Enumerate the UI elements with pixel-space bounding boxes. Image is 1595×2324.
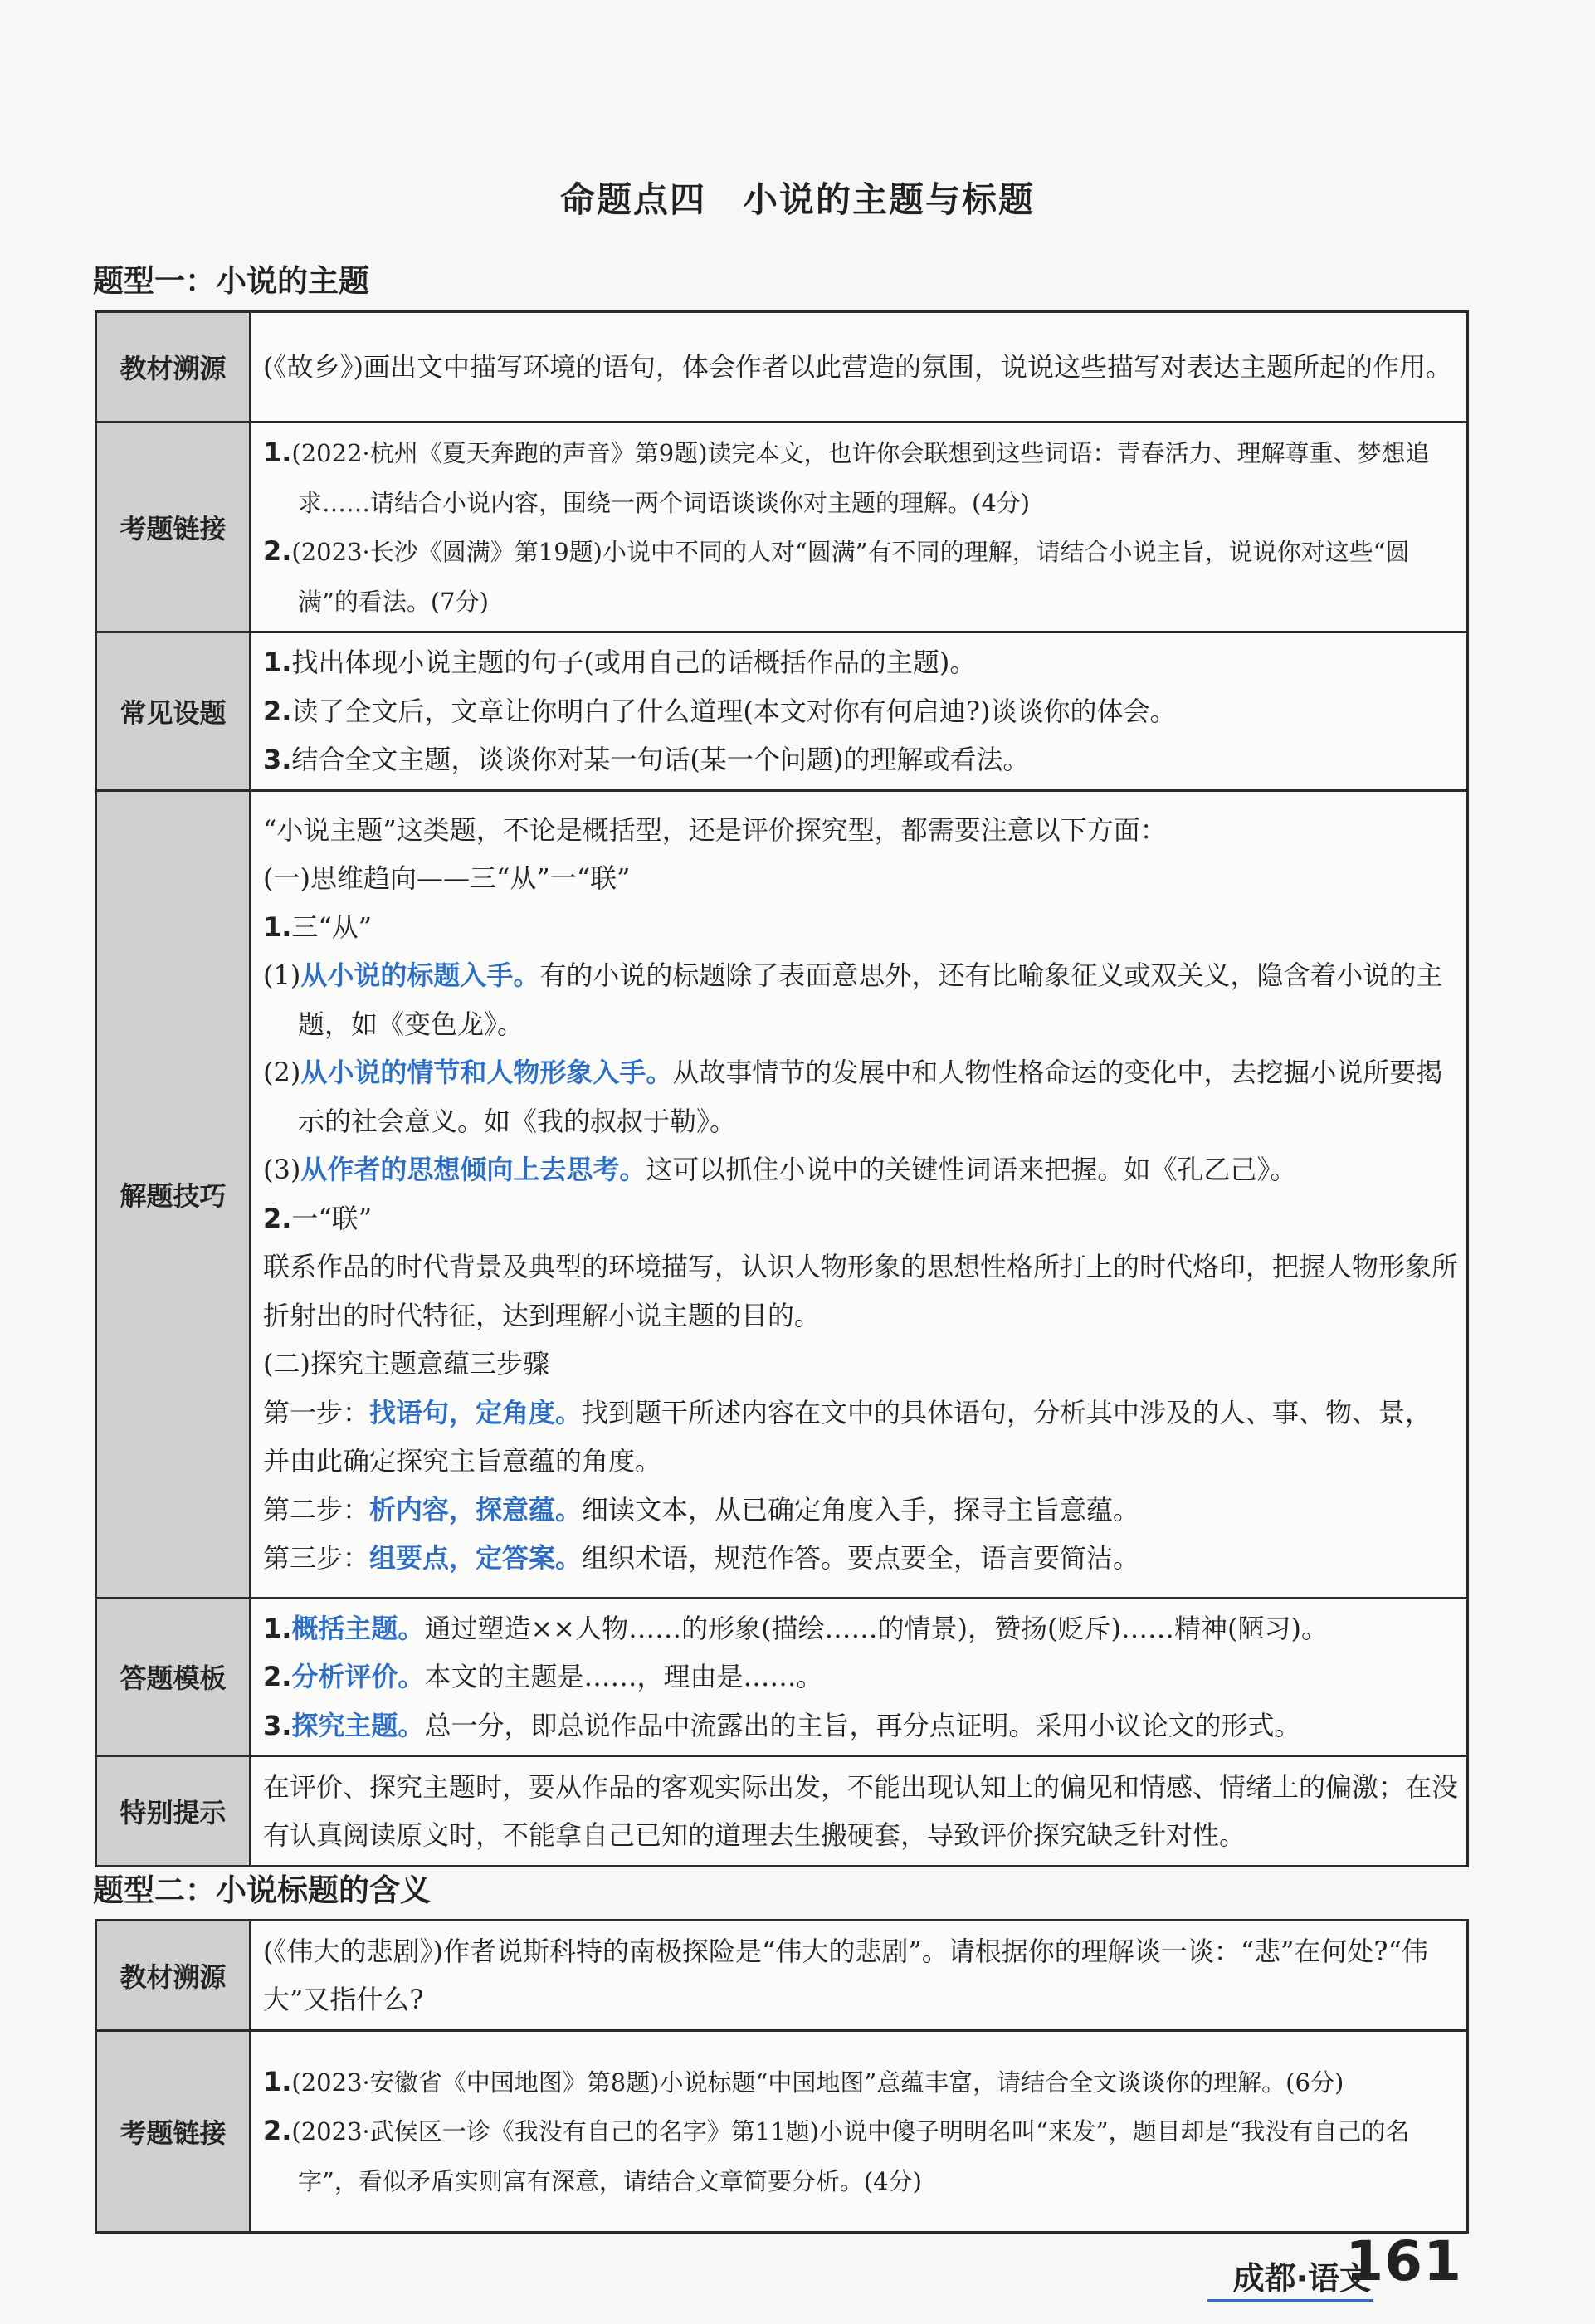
list-item: 1.找出体现小说主题的句子(或用自己的话概括作品的主题)。: [263, 647, 977, 678]
tips-part1-heading: (一)思维趋向——三“从”一“联”: [263, 862, 631, 894]
row-content: [251, 790, 1468, 1598]
row-special-note: [96, 1756, 1468, 1867]
page-number: 161: [1345, 2229, 1462, 2293]
step-item: 第三步：组要点，定答案。组织术语，规范作答。要点要全，语言要简洁。: [263, 1542, 1140, 1574]
tips-p2-text: 联系作品的时代背景及典型的环境描写，认识人物形象的思想性格所打上的时代烙印，把握人物形象所折射出的时代特征，达到理解小说主题的目的。: [263, 1251, 1459, 1331]
row-content: [251, 422, 1468, 632]
list-item: 1.概括主题。通过塑造××人物……的形象(描绘……的情景)，赞扬(贬斥)……精神(陋习)。: [263, 1612, 1328, 1644]
row-label: 答题模板: [96, 1598, 251, 1756]
row-content: [251, 1598, 1468, 1756]
title-meaning-table: [95, 1919, 1469, 2234]
row-label: 教材溯源: [96, 312, 251, 422]
row-answer-template: [96, 1598, 1468, 1756]
tips-intro: “小说主题”这类题，不论是概括型，还是评价探究型，都需要注意以下方面：: [263, 813, 1167, 846]
list-item: 2.(2023·长沙《圆满》第19题)小说中不同的人对“圆满”有不同的理解，请结合小说主旨，说说你对这些“圆满”的看法。(7分): [263, 535, 1410, 616]
row-label: 常见设题: [96, 632, 251, 791]
page-title: 命题点四 小说的主题与标题: [559, 179, 1035, 220]
note-text: 在评价、探究主题时，要从作品的客观实际出发，不能出现认知上的偏见和情感、情绪上的偏激；在没有认真阅读原文时，不能拿自己已知的道理去生搬硬套，导致评价探究缺乏针对性。: [263, 1770, 1459, 1851]
row-label: 解题技巧: [96, 790, 251, 1598]
row-content: [251, 1756, 1468, 1867]
row-content: [251, 632, 1468, 791]
list-item: 1.(2022·杭州《夏天奔跑的声音》第9题)读完本文，也许你会联想到这些词语：青春活力、理解尊重、梦想追求……请结合小说内容，围绕一两个词语谈谈你对主题的理解。(4分): [263, 437, 1430, 517]
tips-part2-heading: (二)探究主题意蕴三步骤: [263, 1348, 549, 1379]
tips-p1-title: 1.三“从”: [263, 911, 373, 943]
row-common-questions: [96, 632, 1468, 791]
row-label: 考题链接: [96, 422, 251, 632]
list-item: 2.分析评价。本文的主题是……，理由是……。: [263, 1661, 823, 1692]
row-solving-tips: [96, 790, 1468, 1598]
list-item: 2.读了全文后，文章让你明白了什么道理(本文对你有何启迪?)谈谈你的体会。: [263, 695, 1177, 727]
row-exam-link: [96, 2031, 1468, 2233]
list-item: (1)从小说的标题入手。有的小说的标题除了表面意思外，还有比喻象征义或双关义，隐含着小说的主题，如《变色龙》。: [263, 959, 1443, 1040]
row-content: [251, 312, 1468, 422]
theme-table: [95, 310, 1469, 1868]
row-textbook-source: [96, 1921, 1468, 2031]
footer-rule: [1207, 2299, 1373, 2302]
row-content: [251, 2031, 1468, 2233]
row-label: 特别提示: [96, 1756, 251, 1867]
row-textbook-source: [96, 312, 1468, 422]
step-item: 第二步：析内容，探意蕴。细读文本，从已确定角度入手，探寻主旨意蕴。: [263, 1493, 1140, 1526]
section-title-theme: 题型一：小说的主题: [93, 263, 369, 299]
list-item: (3)从作者的思想倾向上去思考。这可以抓住小说中的关键性词语来把握。如《孔乙己》。: [263, 1154, 1297, 1185]
row-content: [251, 1921, 1468, 2031]
source-text: (《故乡》)画出文中描写环境的语句，体会作者以此营造的氛围，说说这些描写对表达主题所起的作用。: [263, 350, 1452, 383]
section-title-title-meaning: 题型二：小说标题的含义: [93, 1872, 431, 1908]
source-text: (《伟大的悲剧》)作者说斯科特的南极探险是“伟大的悲剧”。请根据你的理解谈一谈：“悲”在何处?“伟大”又指什么?: [263, 1935, 1428, 2015]
list-item: 2.(2023·武侯区一诊《我没有自己的名字》第11题)小说中傻子明明名叫“来发”，题目却是“我没有自己的名字”，看似矛盾实则富有深意，请结合文章简要分析。(4分): [263, 2115, 1410, 2195]
row-label: 考题链接: [96, 2031, 251, 2233]
list-item: 1.(2023·安徽省《中国地图》第8题)小说标题“中国地图”意蕴丰富，请结合全文谈谈你的理解。(6分): [263, 2065, 1344, 2097]
footer-city-subject: 成都·语文: [1232, 2260, 1371, 2297]
row-exam-link: [96, 422, 1468, 632]
list-item: (2)从小说的情节和人物形象入手。从故事情节的发展中和人物性格命运的变化中，去挖掘小说所要揭示的社会意义。如《我的叔叔于勒》。: [263, 1057, 1443, 1137]
list-item: 3.探究主题。总一分，即总说作品中流露出的主旨，再分点证明。采用小议论文的形式。: [263, 1709, 1301, 1741]
step-item: 第一步：找语句，定角度。找到题干所述内容在文中的具体语句，分析其中涉及的人、事、物、景，并由此确定探究主旨意蕴的角度。: [263, 1396, 1432, 1477]
list-item: 3.结合全文主题，谈谈你对某一句话(某一个问题)的理解或看法。: [263, 744, 1030, 775]
row-label: 教材溯源: [96, 1921, 251, 2031]
tips-p2-title: 2.一“联”: [263, 1202, 373, 1234]
